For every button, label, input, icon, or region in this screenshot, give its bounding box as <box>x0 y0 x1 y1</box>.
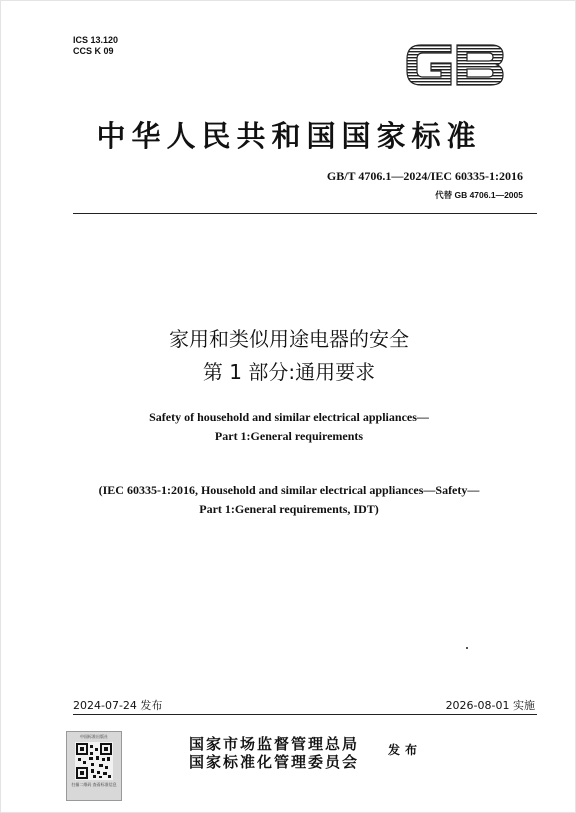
title-english-line1: Safety of household and similar electrical appliances— <box>149 410 429 424</box>
gb-logo-icon <box>401 39 509 91</box>
implementation-date: 2026-08-01 实施 <box>445 699 535 712</box>
qr-code-label[interactable] <box>66 731 122 801</box>
country-standard-title: 中华人民共和国国家标准 <box>96 119 482 153</box>
issue-date: 2024-07-24 发布 <box>73 699 163 712</box>
title-chinese-line1: 家用和类似用途电器的安全 <box>169 327 409 351</box>
standard-number: GB/T 4706.1—2024/IEC 60335-1:2016 <box>326 169 523 183</box>
identical-standard-line1: (IEC 60335-1:2016, Household and similar electrical appliances—Safety— <box>98 483 480 497</box>
speck <box>466 647 468 649</box>
issued-by-label: 发布 <box>388 743 423 757</box>
qr-code-icon <box>75 742 113 780</box>
identical-standard-line2: Part 1:General requirements, IDT) <box>199 502 379 516</box>
qr-top-text: 中国标准出版社 <box>80 734 108 739</box>
ics-code: ICS 13.120 <box>73 35 119 45</box>
ccs-code: CCS K 09 <box>73 46 114 56</box>
replaces-standard: 代替 GB 4706.1—2005 <box>435 190 523 200</box>
title-english-line2: Part 1:General requirements <box>214 429 364 443</box>
title-chinese-line2: 第 1 部分:通用要求 <box>202 360 376 384</box>
qr-bottom-text: 扫描二维码 查看标准信息 <box>71 782 117 787</box>
publisher-line2: 国家标准化管理委员会 <box>189 753 360 771</box>
footer-divider <box>73 714 537 715</box>
header-divider <box>73 213 537 214</box>
publisher-line1: 国家市场监督管理总局 <box>189 735 360 753</box>
classification-codes <box>73 35 118 57</box>
